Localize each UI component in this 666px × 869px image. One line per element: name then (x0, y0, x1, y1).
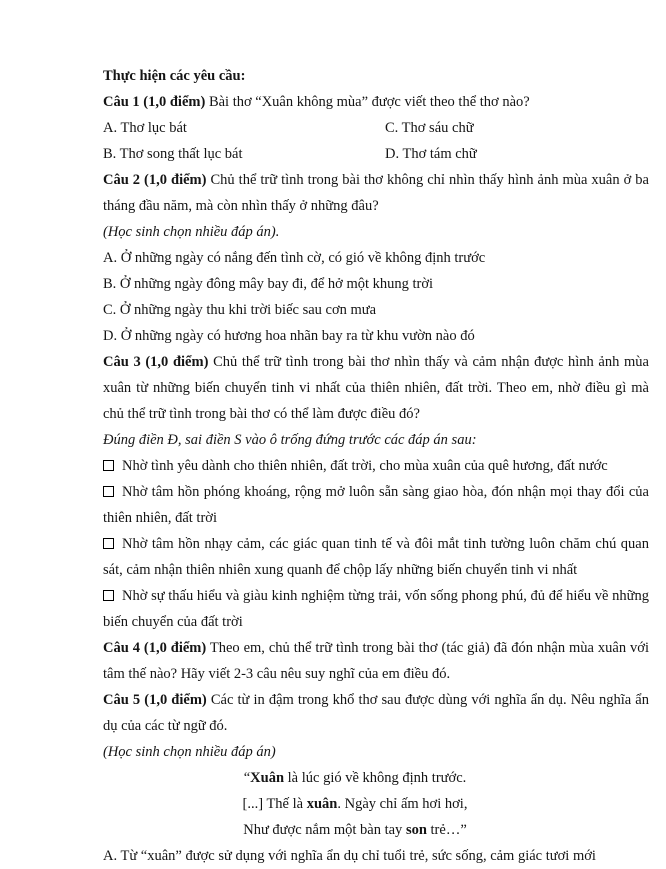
question-5-text: Các từ in đậm trong khổ thơ sau được dùng với nghĩa ẩn dụ. Nêu nghĩa ẩn dụ của các từ ngữ đó. (103, 692, 649, 734)
poem-line (103, 817, 607, 843)
option-2b: B. Ở những ngày đông mây bay đi, để hở một khung trời (103, 276, 434, 292)
question-4-text: Theo em, chủ thể trữ tình trong bài thơ (tác giả) đã đón nhận mùa xuân với tâm thế nào? Hãy viết 2-3 câu nêu suy nghĩ của em điều đó. (103, 640, 649, 682)
poem-quote (103, 765, 649, 843)
question-1-text: Bài thơ “Xuân không mùa” được viết theo thể thơ nào? (205, 94, 530, 110)
poem-text: trẻ…” (426, 822, 467, 838)
question-4 (103, 635, 649, 687)
poem-bold-word: xuân (306, 796, 338, 812)
question-2-note: (Học sinh chọn nhiều đáp án). (103, 224, 280, 240)
instruction-heading: Thực hiện các yêu cầu: (103, 68, 246, 84)
question-2 (103, 167, 649, 219)
poem-text: [...] Thế là (242, 796, 307, 812)
poem-text: “ (243, 770, 251, 786)
question-1 (103, 89, 649, 115)
checkbox-item-text: Nhờ sự thấu hiểu và giàu kinh nghiệm từng trải, vốn sống phong phú, đủ để hiểu về những biến chuyển của đất trời (103, 588, 649, 630)
option-5a: A. Từ “xuân” được sử dụng với nghĩa ẩn dụ chỉ tuổi trẻ, sức sống, cảm giác tươi mới (103, 848, 596, 864)
checkbox-item (103, 583, 649, 635)
exam-document (103, 63, 649, 869)
option-1d: D. Thơ tám chữ (385, 146, 477, 162)
question-1-options (103, 115, 649, 167)
checkbox-icon (103, 486, 114, 497)
option-1a: A. Thơ lục bát (103, 120, 187, 136)
option-2a: A. Ở những ngày có nắng đến tình cờ, có gió về không định trước (103, 250, 486, 266)
question-2-label: Câu 2 (1,0 điểm) (103, 172, 207, 188)
poem-line (103, 765, 607, 791)
question-1-label: Câu 1 (1,0 điểm) (103, 94, 206, 110)
poem-text: Như được nắm một bàn tay (243, 822, 406, 838)
question-4-label: Câu 4 (1,0 điểm) (103, 640, 207, 656)
checkbox-icon (103, 590, 114, 601)
option-2c: C. Ở những ngày thu khi trời biếc sau cơn mưa (103, 302, 377, 318)
question-3 (103, 349, 649, 427)
checkbox-item (103, 479, 649, 531)
poem-line (103, 791, 607, 817)
option-2d: D. Ở những ngày có hương hoa nhãn bay ra từ khu vườn nào đó (103, 328, 475, 344)
checkbox-item (103, 453, 649, 479)
checkbox-item-text: Nhờ tâm hồn nhạy cảm, các giác quan tinh tế và đôi mắt tinh tường luôn chăm chú quan sát, cảm nhận thiên nhiên xung quanh để chộp lấy những biến chuyển tinh vi nhất (103, 536, 649, 578)
option-1c: C. Thơ sáu chữ (385, 120, 474, 136)
checkbox-item (103, 531, 649, 583)
poem-text: . Ngày chỉ ấm hơi hơi, (337, 796, 468, 812)
question-3-label: Câu 3 (1,0 điểm) (103, 354, 209, 370)
question-5 (103, 687, 649, 739)
question-2-text: Chủ thể trữ tình trong bài thơ không chỉ nhìn thấy hình ảnh mùa xuân ở ba tháng đầu năm, mà còn nhìn thấy ở những đâu? (103, 172, 649, 214)
option-1b: B. Thơ song thất lục bát (103, 146, 243, 162)
question-3-rubric: Đúng điền Đ, sai điền S vào ô trống đứng trước các đáp án sau: (103, 432, 477, 448)
poem-bold-word: Xuân (250, 770, 285, 786)
poem-bold-word: son (405, 822, 427, 838)
checkbox-item-text: Nhờ tình yêu dành cho thiên nhiên, đất trời, cho mùa xuân của quê hương, đất nước (122, 458, 608, 474)
question-5-label: Câu 5 (1,0 điểm) (103, 692, 207, 708)
checkbox-item-text: Nhờ tâm hồn phóng khoáng, rộng mở luôn sẵn sàng giao hòa, đón nhận mọi thay đổi của thiên nhiên, đất trời (103, 484, 649, 526)
checkbox-icon (103, 460, 114, 471)
question-5-note: (Học sinh chọn nhiều đáp án) (103, 744, 276, 760)
question-3-text: Chủ thể trữ tình trong bài thơ nhìn thấy và cảm nhận được hình ảnh mùa xuân từ những biến chuyển tinh vi nhất của thiên nhiên, đất trời. Theo em, nhờ điều gì mà chủ thể trữ tình trong bài thơ có thể làm được điều đó? (103, 354, 649, 422)
checkbox-icon (103, 538, 114, 549)
poem-text: là lúc gió về không định trước. (284, 770, 467, 786)
